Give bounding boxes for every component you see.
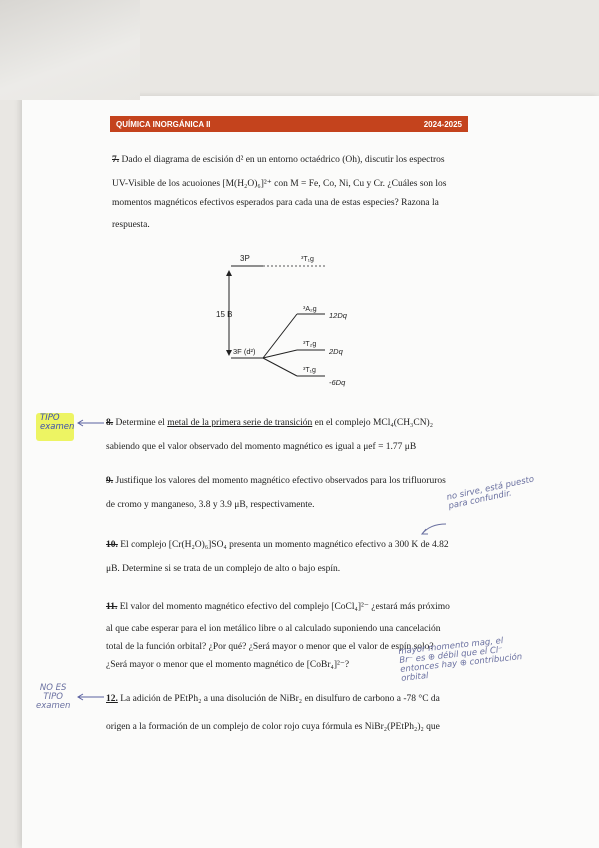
question-12-number: 12. (106, 694, 118, 704)
label-2dq: 2Dq (329, 347, 343, 356)
question-11-line-3: total de la función orbital? ¿Por qué? ¿Será mayor o menor que el valor de espín solo? (106, 642, 434, 652)
annotation-arrow-q8 (76, 418, 106, 428)
course-header-bar (110, 116, 468, 132)
annotation-no-tipo-examen: NO ES TIPO examen (36, 683, 71, 711)
question-12-line-1: 12. La adición de PEtPh₂ a una disolución de NiBr₂ en disulfuro de carbono a -78 °C da (106, 694, 440, 704)
label-15b: 15 B (216, 310, 233, 319)
question-12-line-2: origen a la formación de un complejo de color rojo cuya fórmula es NiBr₂(PEtPh₂)₂ que (106, 722, 440, 732)
d2-splitting-diagram (215, 250, 365, 392)
question-8-line-2: sabiendo que el valor observado del momento magnético es igual a μef = 1.77 μB (106, 442, 417, 452)
arrow-head-down (226, 350, 232, 356)
annotation-tipo-examen: TIPO examen (40, 413, 75, 432)
question-9-line-2: de cromo y manganeso, 3.8 y 3.9 μB, respectivamente. (106, 500, 315, 510)
split-line-t1g (263, 358, 297, 376)
label-12dq: 12Dq (329, 311, 347, 320)
label-a2g: ³A₂g (303, 306, 317, 313)
label-3f: 3F (d²) (233, 347, 256, 356)
question-8-line-1: 8. Determine el metal de la primera serie de transición en el complejo MCl₄(CH₃CN)₂ (106, 418, 434, 428)
label-minus-6dq: -6Dq (329, 378, 346, 387)
question-7-line-4: respuesta. (112, 220, 150, 230)
question-11-line-2: al que cabe esperar para el ion metálico libre o al calculado suponiendo una cancelación (106, 624, 441, 634)
annotation-note-q11: mayor momento mag, el Br⁻ es ⊕ débil que el Cl⁻ entonces hay ⊕ contribución orbital (397, 635, 523, 684)
arrow-head-up (226, 270, 232, 276)
question-7-number: 7. (112, 155, 120, 165)
question-7-line-1: 7. Dado el diagrama de escisión d² en un entorno octaédrico (Oh), discutir los espectros (112, 155, 445, 165)
question-10-line-2: μB. Determine si se trata de un complejo de alto o bajo espín. (106, 564, 341, 574)
annotation-note-q9: no sirve, está puesto para confundir. (445, 474, 536, 512)
annotation-arrow-q12 (76, 692, 106, 702)
question-11-line-1: 11. El valor del momento magnético efectivo del complejo [CoCl₄]²⁻ ¿estará más próximo (106, 602, 450, 612)
paper-fold-shadow (0, 0, 140, 100)
academic-year: 2024-2025 (423, 120, 462, 129)
question-9-number: 9. (106, 476, 114, 486)
course-title: QUÍMICA INORGÁNICA II (116, 120, 211, 129)
question-10-line-1: 10. El complejo [Cr(H₂O)₆]SO₄ presenta un momento magnético efectivo a 300 K de 4.82 (106, 540, 449, 550)
annotation-arrow-q9 (420, 520, 448, 538)
question-9-line-1: 9. Justifique los valores del momento magnético efectivo observados para los trifluoruros (106, 476, 446, 486)
question-8-number: 8. (106, 418, 114, 428)
question-10-number: 10. (106, 540, 118, 550)
underlined-phrase: metal de la primera serie de transición (167, 418, 313, 428)
question-7-line-3: momentos magnéticos efectivos esperados para cada una de estas especies? Razona la (112, 198, 439, 208)
label-top-t1g: ³T₁g (301, 256, 314, 263)
label-3p: 3P (240, 254, 250, 263)
label-t1g: ³T₁g (303, 367, 316, 374)
question-11-number: 11. (106, 602, 118, 612)
label-t2g: ³T₂g (303, 341, 317, 348)
question-11-line-4: ¿Será mayor o menor que el momento magnético de [CoBr₄]²⁻? (106, 660, 350, 670)
question-7-line-2: UV-Visible de los acuoiones [M(H₂O)₆]²⁺ con M = Fe, Co, Ni, Cu y Cr. ¿Cuáles son los (112, 179, 447, 189)
